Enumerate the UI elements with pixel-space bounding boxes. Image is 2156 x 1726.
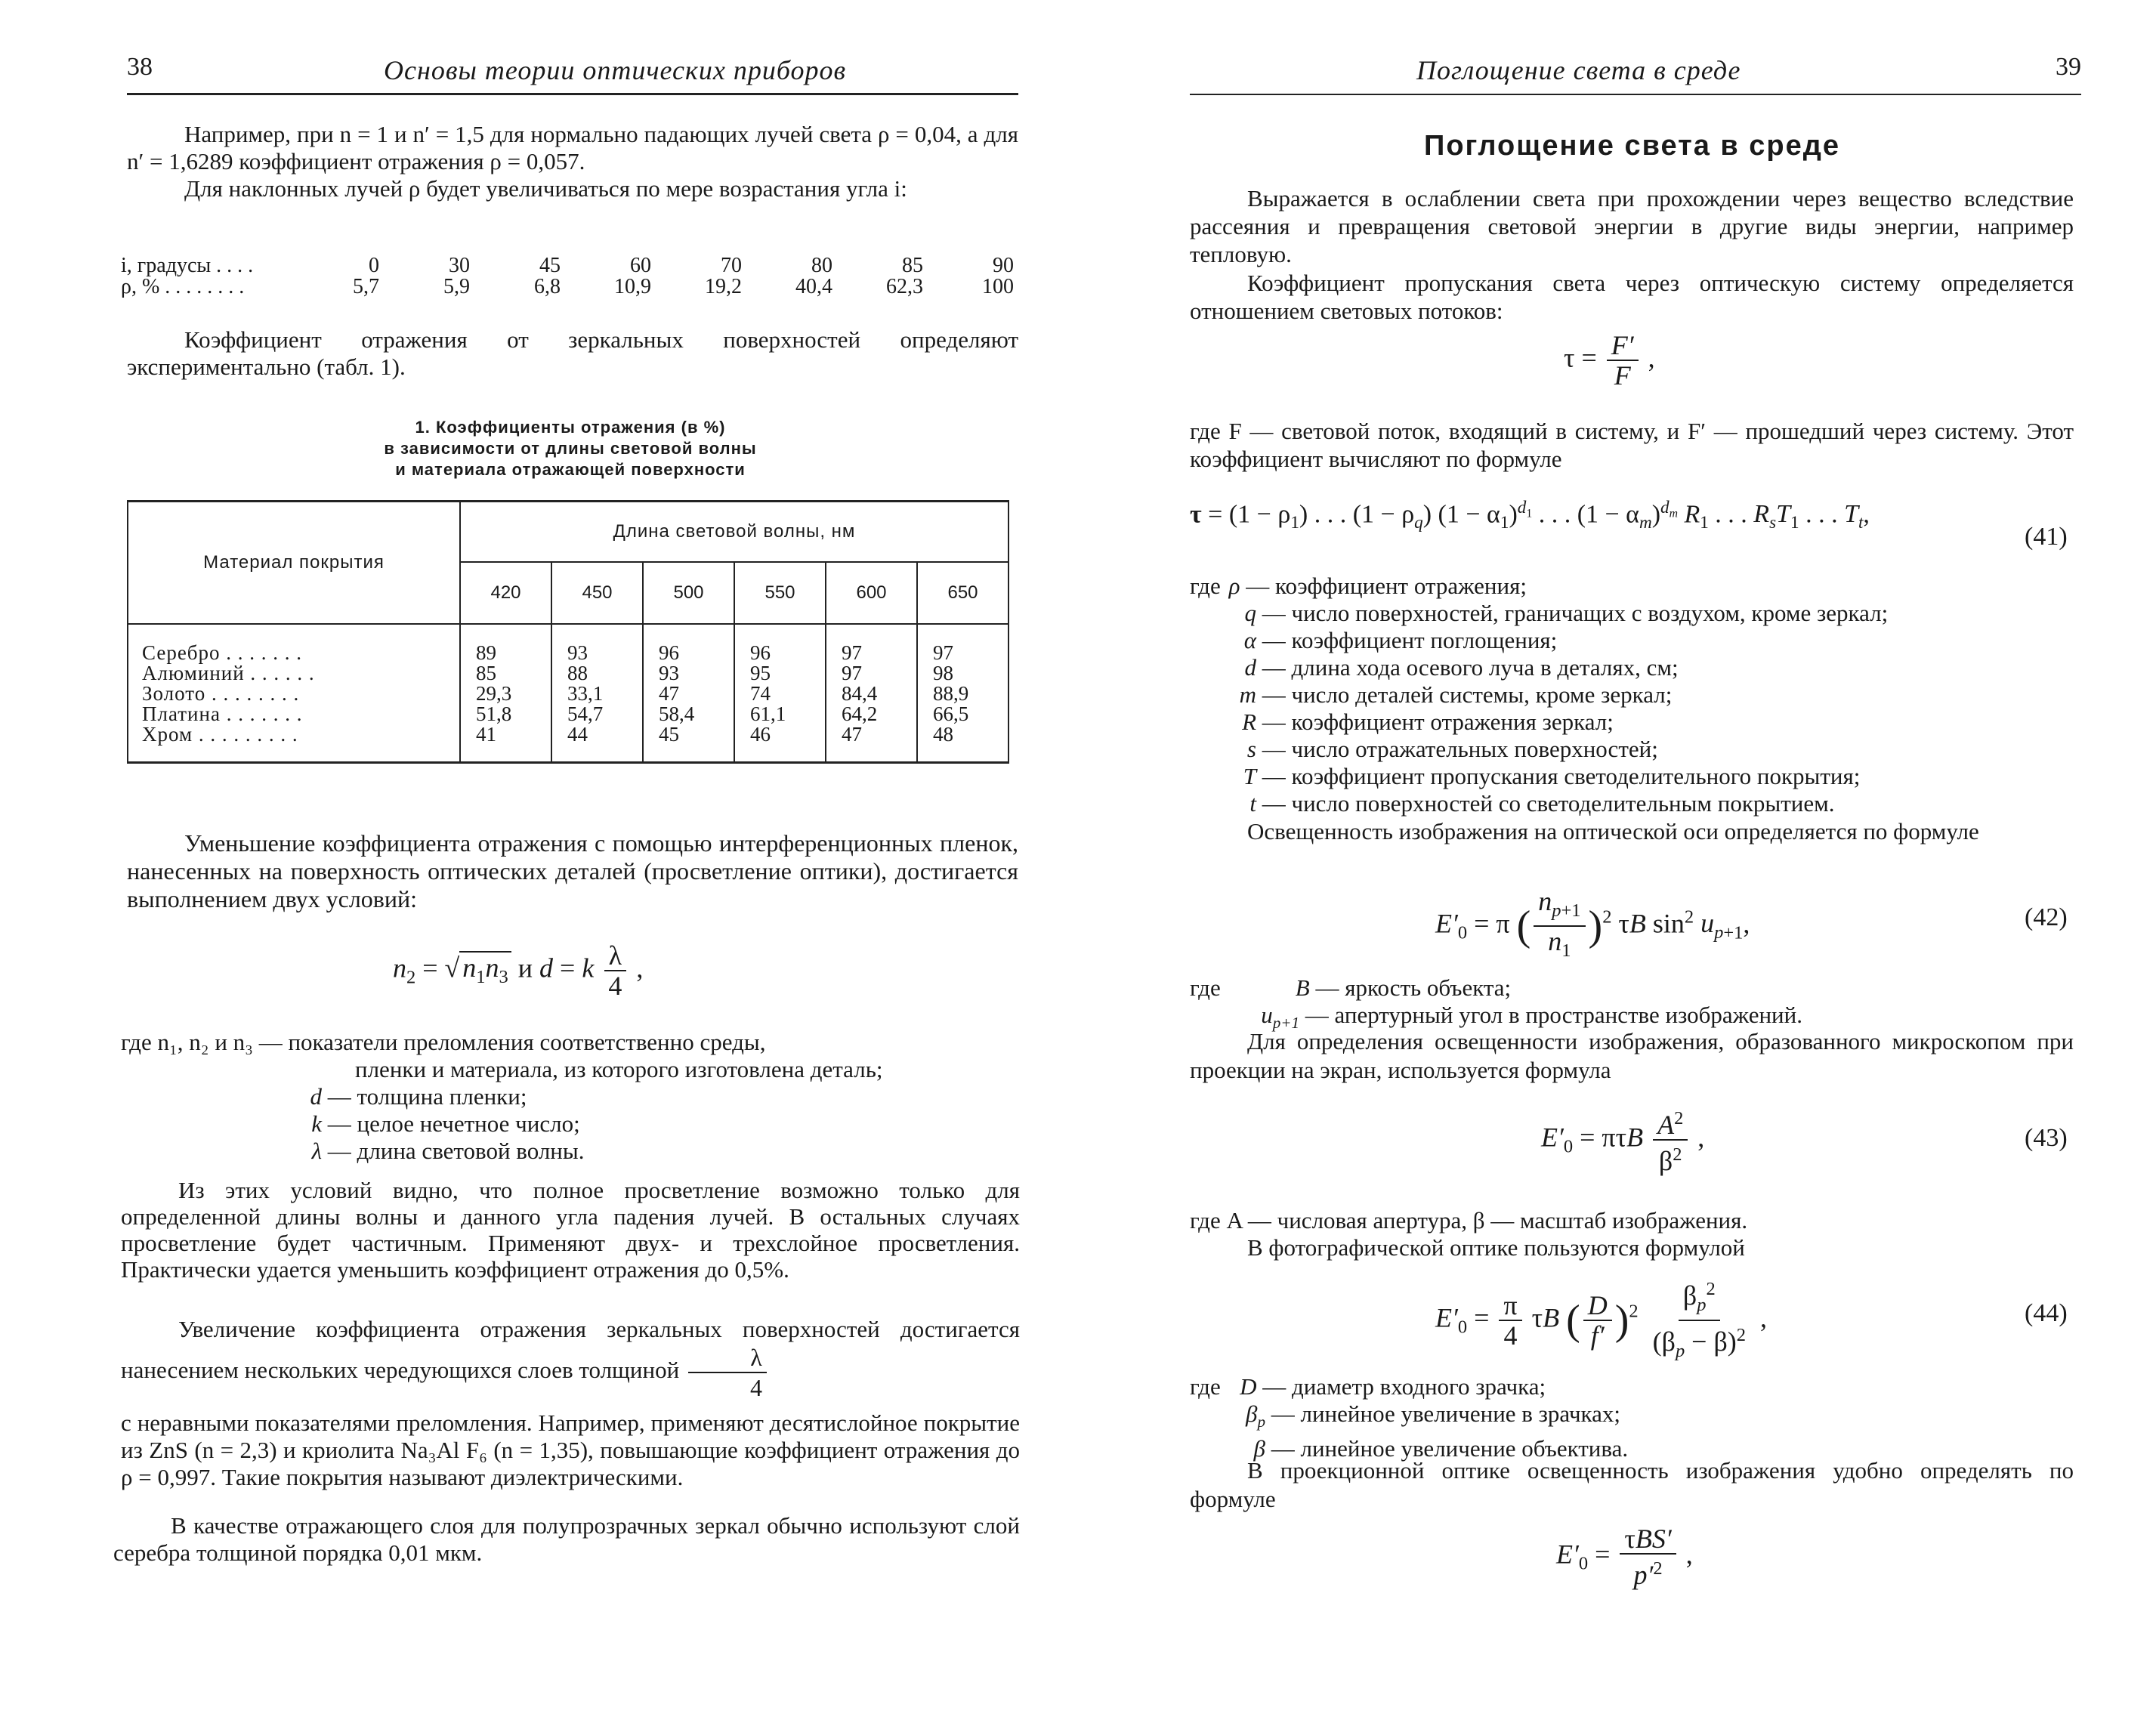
def-D: где D — диаметр входного зрачка; (1190, 1373, 1546, 1400)
table-cell: 46 (750, 722, 771, 746)
table-cell: 96 (750, 641, 771, 664)
equation-number-44: (44) (2025, 1299, 2068, 1327)
def-symbol: T (1243, 763, 1256, 789)
para-flux: где F — световой поток, входящий в систему, и F′ — прошедший через систему. Этот коэффициент вычисляют по формуле (1190, 418, 2074, 472)
column-500 (643, 624, 734, 763)
def-n-indices: где n₁, n₂ и n₃ — показатели преломления соответственно среды, (121, 1029, 766, 1055)
table-caption-line-1: 1. Коэффициенты отражения (в %) (415, 418, 726, 437)
table-cell: 47 (659, 681, 679, 705)
para-increase-text: Увеличение коэффициента отражения зеркальных поверхностей достигается нанесением нескольких чередующихся слоев толщиной (121, 1316, 1020, 1384)
table-cell: 33,1 (567, 681, 604, 705)
rho-value: 5,9 (443, 275, 470, 298)
table-cell: 48 (933, 722, 953, 746)
equation-number-42: (42) (2025, 903, 2068, 931)
where-word: где (1190, 573, 1221, 599)
angle-value: 45 (539, 254, 561, 277)
table-cell: 54,7 (567, 702, 604, 725)
def-k-text: — целое нечетное число; (327, 1110, 580, 1137)
right-running-title: Поглощение света в среде (1416, 55, 1741, 85)
right-page-number: 39 (2056, 53, 2081, 81)
formula-and-word: и (517, 953, 533, 983)
column-600 (826, 624, 917, 763)
rho-value: 19,2 (705, 275, 742, 298)
angle-value: 0 (369, 254, 379, 277)
def-b: β — линейное увеличение объектива. (1253, 1435, 1629, 1462)
wavelength-650: 650 (917, 562, 1009, 624)
illumination-formula-44: $E'_0$ = $\frac{\pi}{4}$ τB ( $\frac{D}{f'}$ )$^2$ $\frac{\beta_p^2}{(\beta_p - \beta)^2}$ , (1435, 1275, 1767, 1366)
angle-value: 60 (630, 254, 651, 277)
table-cell: 97 (842, 641, 862, 664)
table-cell: 95 (750, 661, 771, 684)
column-650 (917, 624, 1009, 763)
table-cell: 74 (750, 681, 771, 705)
def-text: — число поверхностей со светоделительным покрытием. (1262, 790, 1835, 817)
table-cell: 45 (659, 722, 679, 746)
wavelength-420: 420 (460, 562, 551, 624)
table-cell: 58,4 (659, 702, 695, 725)
para-illumination: Освещенность изображения на оптической оси определяется по формуле (1247, 818, 1979, 844)
def-lambda-text: — длина световой волны. (327, 1138, 585, 1164)
rho-value: 100 (982, 275, 1014, 298)
para-reduce: Уменьшение коэффициента отражения с помощью интерференционных пленок, нанесенных на поверхность оптических деталей (просветление оптики), достигается выполнением двух условий: (127, 829, 1018, 912)
wavelength-600: 600 (826, 562, 917, 624)
def-A: где A — числовая апертура, β — масштаб изображения. (1190, 1207, 1748, 1234)
material-platinum: Платина . . . . . . . (142, 702, 303, 725)
table-cell: 41 (476, 722, 496, 746)
column-550 (734, 624, 826, 763)
def-s (1190, 736, 2081, 763)
def-alpha (1190, 627, 2081, 654)
table-cell: 93 (659, 661, 679, 684)
def-symbol: R (1242, 709, 1256, 735)
table-cell: 64,2 (842, 702, 878, 725)
wavelength-header: Длина световой волны, нм (460, 502, 1009, 562)
angle-value: 80 (811, 254, 832, 277)
illumination-formula-43: $E'_0 = \pi\tau B$ $\frac{A^2}{\beta^2}$ , (1541, 1104, 1704, 1175)
rho-value: 6,8 (534, 275, 561, 298)
table-body-row (128, 624, 1009, 763)
where-word: где (1190, 974, 1221, 1001)
column-450 (551, 624, 643, 763)
right-running-head (1190, 47, 2081, 95)
angle-value: 85 (902, 254, 923, 277)
def-R (1190, 709, 2081, 736)
def-symbol: ρ (1228, 573, 1240, 599)
para-example-1: Например, при n = 1 и n′ = 1,5 для нормально падающих лучей света ρ = 0,04, а для n′ = 1,6289 коэффициент отражения ρ = 0,057. (127, 121, 1018, 174)
material-header: Материал покрытия (128, 502, 460, 624)
def-symbol: s (1246, 736, 1256, 762)
def-b-text: — линейное увеличение объектива. (1271, 1435, 1629, 1462)
def-d: d — толщина пленки; (310, 1083, 527, 1110)
rho-row (121, 276, 1020, 298)
table-cell: 96 (659, 641, 679, 664)
def-B-text: — яркость объекта; (1315, 974, 1512, 1001)
def-text: — коэффициент поглощения; (1262, 627, 1558, 653)
tau-product-formula: $\tau = (1 - \rho_1)$ . . . $(1 - \rho_q)$ $(1 - \alpha_1)^{d_1}$ . . . $(1 - \alpha_m)^{d_m}$ $R_1$ . . . $R_sT_1$ . . . $T_t$, (1190, 498, 1870, 533)
def-symbol: m (1239, 681, 1256, 708)
wavelength-450: 450 (551, 562, 643, 624)
def-text: — коэффициент отражения; (1246, 573, 1527, 599)
def-u-text: — апертурный угол в пространстве изображений. (1305, 1002, 1802, 1028)
table-cell: 66,5 (933, 702, 969, 725)
def-symbol: t (1249, 790, 1256, 817)
def-t (1190, 790, 2081, 817)
para-increase: Увеличение коэффициента отражения зеркальных поверхностей достигается нанесением нескольких чередующихся слоев толщиной $\frac{\lambda}{4}$ (121, 1316, 1020, 1401)
section-title: Поглощение света в среде (1424, 130, 1841, 162)
wavelength-550: 550 (734, 562, 826, 624)
incidence-angle-table (121, 255, 1020, 298)
illumination-formula-projection: $E'_0$ = $\frac{\text{τBS′}}{p'^2}$ , (1556, 1524, 1693, 1590)
para-increase-2: с неравными показателями преломления. Например, применяют десятислойное покрытие из ZnS (n = 2,3) и криолита Na₃Al F₆ (n = 1,35), повышающие коэффициент отражения до ρ = 0,997. Такие покрытия называют диэлектрическими. (121, 1410, 1020, 1490)
def-q (1190, 600, 2081, 627)
table-cell: 98 (933, 661, 953, 684)
table-cell: 88 (567, 661, 588, 684)
material-chrome: Хром . . . . . . . . . (142, 722, 298, 746)
left-running-title: Основы теории оптических приборов (384, 55, 847, 85)
rho-label: ρ, % . . . . . . . . (121, 275, 245, 298)
table-cell: 29,3 (476, 681, 512, 705)
para-mirror: Коэффициент отражения от зеркальных поверхностей определяют экспериментально (табл. 1). (127, 326, 1018, 380)
table-cell: 93 (567, 641, 588, 664)
para-microscope: Для определения освещенности изображения, образованного микроскопом при проекции на экран, используется формула (1190, 1028, 2074, 1083)
def-k: k — целое нечетное число; (311, 1110, 580, 1137)
table-cell: 85 (476, 661, 496, 684)
para-projection: В проекционной оптике освещенность изображения удобно определять по формуле (1190, 1457, 2074, 1512)
table-cell: 44 (567, 722, 588, 746)
incidence-angle-row (121, 255, 1020, 276)
material-gold: Золото . . . . . . . . (142, 681, 300, 705)
table-cell: 97 (933, 641, 953, 664)
def-bp: $\beta_p$ — линейное увеличение в зрачках; (1246, 1400, 1620, 1431)
def-symbol: q (1244, 600, 1256, 626)
rho-value: 5,7 (353, 275, 379, 298)
reflection-table (127, 500, 1009, 764)
table-cell: 51,8 (476, 702, 512, 725)
antireflection-formula: $n_2$ = √ $n_1n_3$ и d = k $\frac{\lambda}{4}$ , (393, 940, 644, 1001)
right-definitions-44 (1190, 1373, 2081, 1462)
table-cell: 84,4 (842, 681, 878, 705)
left-running-head (127, 47, 1018, 95)
table-cell: 47 (842, 722, 862, 746)
def-n-indices-cont: пленки и материала, из которого изготовлена деталь; (355, 1056, 883, 1082)
def-d-text: — толщина пленки; (327, 1083, 527, 1110)
table-caption (121, 417, 1020, 480)
def-bp-text: — линейное увеличение в зрачках; (1271, 1400, 1620, 1427)
para-silver: В качестве отражающего слоя для полупрозрачных зеркал обычно используют слой серебра толщиной порядка 0,01 мкм. (113, 1512, 1020, 1566)
def-text: — число поверхностей, граничащих с воздухом, кроме зеркал; (1262, 600, 1889, 626)
wavelength-500: 500 (643, 562, 734, 624)
table-caption-line-2: в зависимости от длины световой волны (384, 439, 757, 458)
left-definitions (121, 1029, 1020, 1165)
para-conditions: Из этих условий видно, что полное просветление возможно только для определенной длины волны и данного угла падения лучей. В остальных случаях просветление будет частичным. Применяют двух- и трехслойное просветления. Практически удается уменьшить коэффициент отражения до 0,5%. (121, 1177, 1020, 1283)
table-cell: 89 (476, 641, 496, 664)
angle-value: 30 (449, 254, 470, 277)
def-d-path (1190, 654, 2081, 681)
def-B: где B — яркость объекта; (1190, 974, 1512, 1001)
def-text: — коэффициент отражения зеркал; (1262, 709, 1614, 735)
para-transmission: Коэффициент пропускания света через оптическую систему определяется отношением световых потоков: (1190, 270, 2074, 324)
para-photo: В фотографической оптике пользуются формулой (1247, 1234, 1745, 1261)
column-420 (460, 624, 551, 763)
def-symbol: α (1243, 627, 1256, 653)
table-cell: 97 (842, 661, 862, 684)
rho-value: 40,4 (795, 275, 832, 298)
para-intro: Выражается в ослаблении света при прохождении через вещество вследствие рассеяния и превращения световой энергии в другие виды энергии, например тепловую. (1190, 185, 2074, 267)
angle-value: 70 (721, 254, 742, 277)
def-D-text: — диаметр входного зрачка; (1262, 1373, 1546, 1400)
def-T (1190, 763, 2081, 790)
def-text: — число отражательных поверхностей; (1262, 736, 1658, 762)
material-column (128, 624, 460, 763)
right-definitions-41 (1190, 573, 2081, 817)
def-u: $u_{p+1}$ — апертурный угол в пространстве изображений. (1261, 1002, 1802, 1033)
rho-value: 62,3 (886, 275, 923, 298)
def-text: — длина хода осевого луча в деталях, см; (1262, 654, 1679, 681)
table-cell: 61,1 (750, 702, 786, 725)
where-word: где (1190, 1373, 1221, 1400)
def-rho (1190, 573, 2081, 600)
def-text: — число деталей системы, кроме зеркал; (1262, 681, 1673, 708)
para-example-2: Для наклонных лучей ρ будет увеличиваться по мере возрастания угла i: (184, 175, 907, 202)
angle-value: 90 (993, 254, 1014, 277)
material-aluminum: Алюминий . . . . . . (142, 661, 315, 684)
rho-value: 10,9 (614, 275, 651, 298)
def-m (1190, 681, 2081, 709)
equation-number-43: (43) (2025, 1124, 2068, 1152)
def-text: — коэффициент пропускания светоделительного покрытия; (1262, 763, 1861, 789)
table-caption-line-3: и материала отражающей поверхности (395, 460, 746, 479)
def-symbol: d (1244, 654, 1256, 681)
tau-ratio-formula: τ = $\frac{F'}{F}$ , (1564, 330, 1655, 391)
left-page-number: 38 (127, 53, 153, 81)
incidence-angle-label: i, градусы . . . . (121, 254, 254, 277)
table-cell: 88,9 (933, 681, 969, 705)
equation-number-41: (41) (2025, 523, 2068, 551)
illumination-formula-42: $E'_0 = \pi$ ( $\frac{n_{p+1}}{n_1}$ )$^2$ τB $\sin^2 u_{p+1}$, (1435, 886, 1750, 962)
material-silver: Серебро . . . . . . . (142, 641, 303, 664)
def-lambda: λ — длина световой волны. (311, 1138, 585, 1164)
